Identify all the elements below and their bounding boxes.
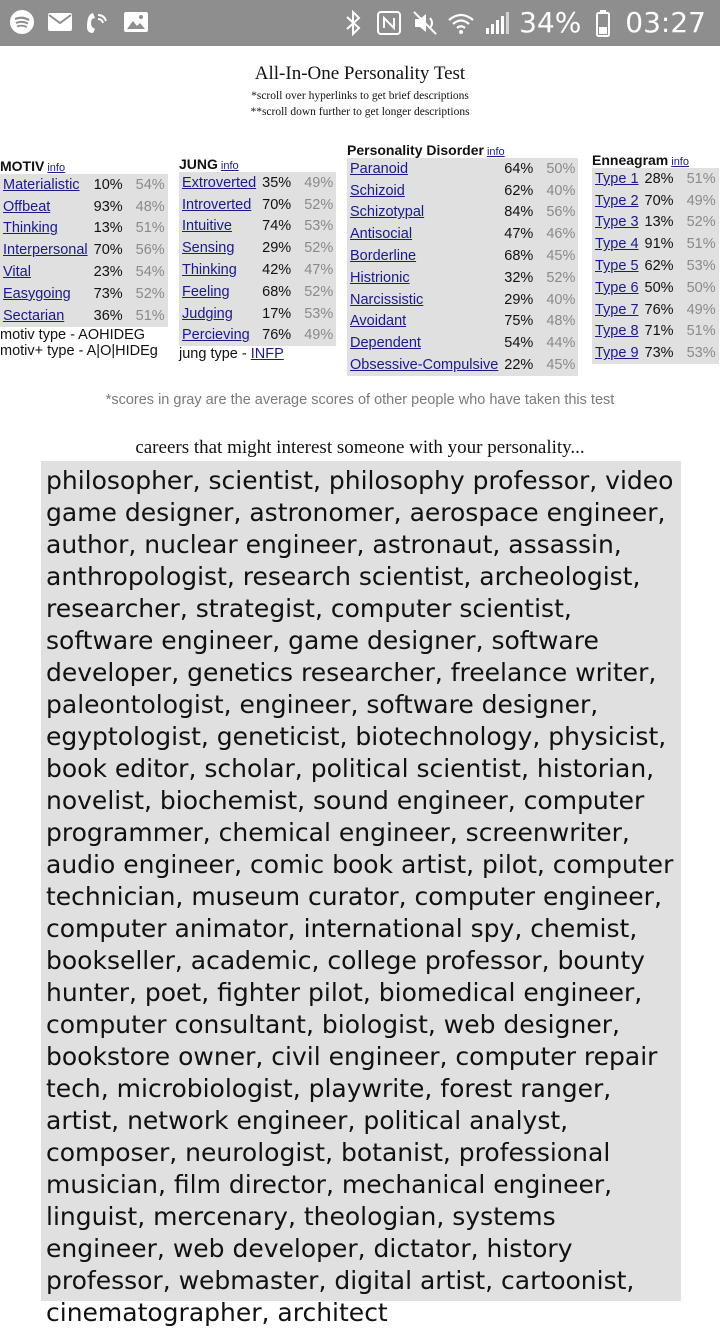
jung-average-score: 52% [304, 196, 334, 213]
jung-score: 74% [262, 218, 292, 235]
jung-score: 29% [262, 240, 292, 257]
enneagram-trait-link[interactable]: Type 3 [595, 214, 639, 231]
disorder-row [347, 245, 578, 267]
disorder-row [347, 223, 578, 245]
jung-average-score: 49% [304, 174, 334, 191]
disorder-average-score: 40% [546, 291, 576, 308]
bluetooth-icon [339, 9, 367, 37]
motiv-trait-link[interactable]: Interpersonal [3, 242, 88, 259]
disorder-row [347, 202, 578, 224]
enneagram-average-score: 50% [686, 279, 716, 296]
motiv-row [0, 261, 168, 283]
motiv-trait-link[interactable]: Easygoing [3, 285, 71, 302]
jung-trait-link[interactable]: Sensing [182, 240, 235, 257]
jung-row [179, 216, 336, 238]
jung-score: 35% [262, 174, 292, 191]
motiv-average-score: 51% [135, 220, 165, 237]
enneagram-trait-link[interactable]: Type 8 [595, 323, 639, 340]
motiv-label-cell [0, 239, 91, 261]
motiv-heading [0, 158, 168, 174]
enneagram-label-cell [592, 321, 642, 343]
disorder-label-cell [347, 245, 501, 267]
disorder-trait-link[interactable]: Obsessive-Compulsive [350, 357, 499, 374]
disorder-average-score: 52% [546, 269, 576, 286]
disorder-average-score: 40% [546, 182, 576, 199]
battery-percent: 34% [519, 6, 582, 39]
motiv-row [0, 305, 168, 327]
clock: 03:27 [625, 6, 706, 39]
motiv-score: 70% [93, 242, 123, 259]
jung-label-cell [179, 194, 259, 216]
motiv-score: 10% [93, 176, 123, 193]
jung-trait-link[interactable]: Extroverted [182, 174, 257, 191]
motiv-trait-link[interactable]: Materialistic [3, 176, 80, 193]
enneagram-row [592, 168, 719, 190]
battery-icon [589, 9, 617, 37]
jung-row [179, 194, 336, 216]
motiv-average-score: 48% [135, 198, 165, 215]
jung-heading [179, 156, 336, 172]
jung-average-score: 52% [304, 283, 334, 300]
motiv-type: motiv type - AOHIDEG [0, 326, 146, 343]
disorder-average-score: 44% [546, 335, 576, 352]
jung-average-score: 53% [304, 305, 334, 322]
enneagram-trait-link[interactable]: Type 9 [595, 345, 639, 362]
motiv-trait-link[interactable]: Offbeat [3, 198, 51, 215]
enneagram-average-score: 49% [686, 192, 716, 209]
enneagram-row [592, 212, 719, 234]
scroll-note: **scroll down further to get longer descriptions [250, 106, 470, 118]
enneagram-label-cell [592, 233, 642, 255]
disorder-score: 62% [504, 182, 534, 199]
enneagram-title: Enneagram [592, 152, 669, 168]
enneagram-trait-link[interactable]: Type 2 [595, 192, 639, 209]
motiv-table [0, 174, 168, 327]
jung-score: 42% [262, 262, 292, 279]
jung-info-link[interactable]: info [220, 160, 239, 172]
disorder-row [347, 289, 578, 311]
motiv-average-score: 51% [135, 307, 165, 324]
enneagram-trait-link[interactable]: Type 5 [595, 258, 639, 275]
enneagram-row [592, 190, 719, 212]
enneagram-label-cell [592, 299, 642, 321]
mail-icon [46, 8, 74, 36]
disorder-score: 29% [504, 291, 534, 308]
enneagram-score: 28% [644, 170, 674, 187]
disorder-label-cell [347, 354, 501, 376]
enneagram-row [592, 342, 719, 364]
jung-type-label: jung type - [179, 346, 251, 363]
jung-label-cell [179, 259, 259, 281]
disorder-trait-link[interactable]: Avoidant [350, 313, 407, 330]
jung-trait-link[interactable]: Judging [182, 305, 233, 322]
enneagram-score: 91% [644, 236, 674, 253]
disorder-average-score: 48% [546, 313, 576, 330]
motiv-label-cell [0, 305, 91, 327]
jung-average-score: 52% [304, 240, 334, 257]
disorder-score: 64% [504, 160, 534, 177]
jung-trait-link[interactable]: Feeling [182, 283, 230, 300]
jung-label-cell [179, 325, 259, 347]
motiv-label-cell [0, 218, 91, 240]
spotify-icon [8, 8, 36, 36]
disorder-label-cell [347, 332, 501, 354]
disorder-average-score: 50% [546, 160, 576, 177]
disorder-heading [347, 142, 578, 158]
disorder-score: 68% [504, 248, 534, 265]
page-title: All-In-One Personality Test [254, 63, 466, 84]
enneagram-score: 71% [644, 323, 674, 340]
jung-row [179, 281, 336, 303]
disorder-score: 54% [504, 335, 534, 352]
disorder-label-cell [347, 202, 501, 224]
enneagram-score: 73% [644, 345, 674, 362]
disorder-info-link[interactable]: info [486, 146, 505, 158]
disorder-row [347, 311, 578, 333]
motiv-row [0, 283, 168, 305]
disorder-label-cell [347, 267, 501, 289]
motiv-score: 36% [93, 307, 123, 324]
disorder-row [347, 267, 578, 289]
enneagram-score: 50% [644, 279, 674, 296]
motiv-label-cell [0, 174, 91, 196]
disorder-label-cell [347, 289, 501, 311]
enneagram-score: 70% [644, 192, 674, 209]
jung-row [179, 172, 336, 194]
jung-row [179, 237, 336, 259]
motiv-label-cell [0, 261, 91, 283]
enneagram-average-score: 51% [686, 236, 716, 253]
disorder-row [347, 180, 578, 202]
disorder-score: 22% [504, 357, 534, 374]
motiv-section [0, 158, 168, 359]
disorder-average-score: 45% [546, 357, 576, 374]
enneagram-trait-link[interactable]: Type 1 [595, 170, 639, 187]
motiv-average-score: 56% [135, 242, 165, 259]
enneagram-label-cell [592, 212, 642, 234]
motiv-row [0, 239, 168, 261]
disorder-score: 32% [504, 269, 534, 286]
enneagram-label-cell [592, 342, 642, 364]
motiv-label-cell [0, 196, 91, 218]
jung-score: 76% [262, 327, 292, 344]
jung-row [179, 325, 336, 347]
disorder-average-score: 45% [546, 248, 576, 265]
disorder-trait-link[interactable]: Histrionic [350, 269, 410, 286]
disorder-label-cell [347, 223, 501, 245]
disorder-label-cell [347, 158, 501, 180]
motiv-info-link[interactable]: info [47, 162, 66, 174]
motiv-plus-type: motiv+ type - A|O|HIDEg [0, 342, 158, 359]
disorder-score: 84% [504, 204, 534, 221]
enneagram-table [592, 168, 719, 364]
enneagram-average-score: 53% [686, 345, 716, 362]
enneagram-trait-link[interactable]: Type 4 [595, 236, 639, 253]
enneagram-average-score: 49% [686, 301, 716, 318]
jung-trait-link[interactable]: Thinking [182, 262, 237, 279]
jung-row [179, 303, 336, 325]
motiv-average-score: 54% [135, 264, 165, 281]
jung-section [179, 156, 336, 362]
disorder-label-cell [347, 180, 501, 202]
status-bar [0, 0, 720, 46]
motiv-row [0, 218, 168, 240]
careers-heading: careers that might interest someone with your personality... [135, 437, 585, 458]
jung-table [179, 172, 336, 346]
enneagram-label-cell [592, 168, 642, 190]
disorder-trait-link[interactable]: Narcissistic [350, 291, 424, 308]
motiv-score: 23% [93, 264, 123, 281]
motiv-trait-link[interactable]: Vital [3, 264, 31, 281]
mute-icon [411, 9, 439, 37]
enneagram-score: 13% [644, 214, 674, 231]
disorder-trait-link[interactable]: Paranoid [350, 160, 409, 177]
careers-list: philosopher, scientist, philosophy professor, video game designer, astronomer, aerospace engineer, author, nuclear engineer, astronaut, assassin, anthropologist, research scientist, archeologist, researcher, strategist, computer scientist, software engineer, game designer, software developer, genetics researcher, freelance writer, paleontologist, engineer, software designer, egyptologist, geneticist, biotechnology, physicist, book editor, scholar, political scientist, historian, novelist, biochemist, sound engineer, computer programmer, chemical engineer, screenwriter, audio engineer, comic book artist, pilot, computer technician, museum curator, computer engineer, computer animator, international spy, chemist, bookseller, academic, college professor, bounty hunter, poet, fighter pilot, biomedical engineer, computer consultant, biologist, web designer, bookstore owner, civil engineer, computer repair tech, microbiologist, playwrite, forest ranger, artist, network engineer, political analyst, composer, neurologist, botanist, professional musician, film director, mechanical engineer, linguist, mercenary, theologian, systems engineer, web developer, dictator, history professor, webmaster, digital artist, cartoonist, cinematographer, architect [41, 461, 681, 1301]
disorder-score: 47% [504, 226, 534, 243]
enneagram-trait-link[interactable]: Type 6 [595, 279, 639, 296]
enneagram-trait-link[interactable]: Type 7 [595, 301, 639, 318]
enneagram-average-score: 53% [686, 258, 716, 275]
enneagram-label-cell [592, 255, 642, 277]
jung-label-cell [179, 303, 259, 325]
jung-type [179, 346, 336, 362]
jung-average-score: 53% [304, 218, 334, 235]
motiv-average-score: 54% [135, 176, 165, 193]
jung-title: JUNG [179, 156, 218, 172]
disorder-average-score: 56% [546, 204, 576, 221]
enneagram-info-link[interactable]: info [671, 156, 689, 168]
motiv-label-cell [0, 283, 91, 305]
motiv-trait-link[interactable]: Sectarian [3, 307, 65, 324]
enneagram-label-cell [592, 277, 642, 299]
wifi-call-icon [84, 8, 112, 36]
nfc-icon [375, 9, 403, 37]
jung-label-cell [179, 281, 259, 303]
jung-average-score: 49% [304, 327, 334, 344]
motiv-row [0, 174, 168, 196]
enneagram-score: 62% [644, 258, 674, 275]
enneagram-score: 76% [644, 301, 674, 318]
enneagram-row [592, 233, 719, 255]
enneagram-label-cell [592, 190, 642, 212]
motiv-score: 93% [93, 198, 123, 215]
enneagram-row [592, 255, 719, 277]
disorder-row [347, 354, 578, 376]
enneagram-section [592, 152, 719, 364]
jung-average-score: 47% [304, 262, 334, 279]
motiv-row [0, 196, 168, 218]
wifi-icon [447, 9, 475, 37]
disorder-section [347, 142, 578, 376]
hover-note: *scroll over hyperlinks to get brief descriptions [251, 90, 469, 102]
disorder-title: Personality Disorder [347, 142, 484, 158]
disorder-trait-link[interactable]: Schizotypal [350, 204, 425, 221]
motiv-score: 13% [93, 220, 123, 237]
jung-label-cell [179, 172, 259, 194]
enneagram-row [592, 321, 719, 343]
image-icon [122, 8, 150, 36]
motiv-title: MOTIV [0, 158, 45, 174]
jung-score: 17% [262, 305, 292, 322]
jung-trait-link[interactable]: Percieving [182, 327, 250, 344]
gray-scores-footnote: *scores in gray are the average scores of other people who have taken this test [105, 392, 615, 408]
jung-type-link[interactable]: INFP [250, 346, 284, 363]
jung-label-cell [179, 237, 259, 259]
disorder-label-cell [347, 311, 501, 333]
enneagram-average-score: 52% [686, 214, 716, 231]
disorder-trait-link[interactable]: Antisocial [350, 226, 413, 243]
enneagram-row [592, 277, 719, 299]
enneagram-average-score: 51% [686, 170, 716, 187]
disorder-trait-link[interactable]: Dependent [350, 335, 421, 352]
jung-trait-link[interactable]: Introverted [182, 196, 252, 213]
jung-score: 70% [262, 196, 292, 213]
disorder-row [347, 158, 578, 180]
disorder-average-score: 46% [546, 226, 576, 243]
motiv-trait-link[interactable]: Thinking [3, 220, 58, 237]
enneagram-average-score: 51% [686, 323, 716, 340]
signal-icon [483, 9, 511, 37]
disorder-row [347, 332, 578, 354]
disorder-table [347, 158, 578, 376]
motiv-average-score: 52% [135, 285, 165, 302]
jung-score: 68% [262, 283, 292, 300]
motiv-score: 73% [93, 285, 123, 302]
disorder-trait-link[interactable]: Schizoid [350, 182, 405, 199]
jung-label-cell [179, 216, 259, 238]
enneagram-heading [592, 152, 719, 168]
disorder-trait-link[interactable]: Borderline [350, 248, 417, 265]
disorder-score: 75% [504, 313, 534, 330]
jung-trait-link[interactable]: Intuitive [182, 218, 232, 235]
jung-row [179, 259, 336, 281]
enneagram-row [592, 299, 719, 321]
